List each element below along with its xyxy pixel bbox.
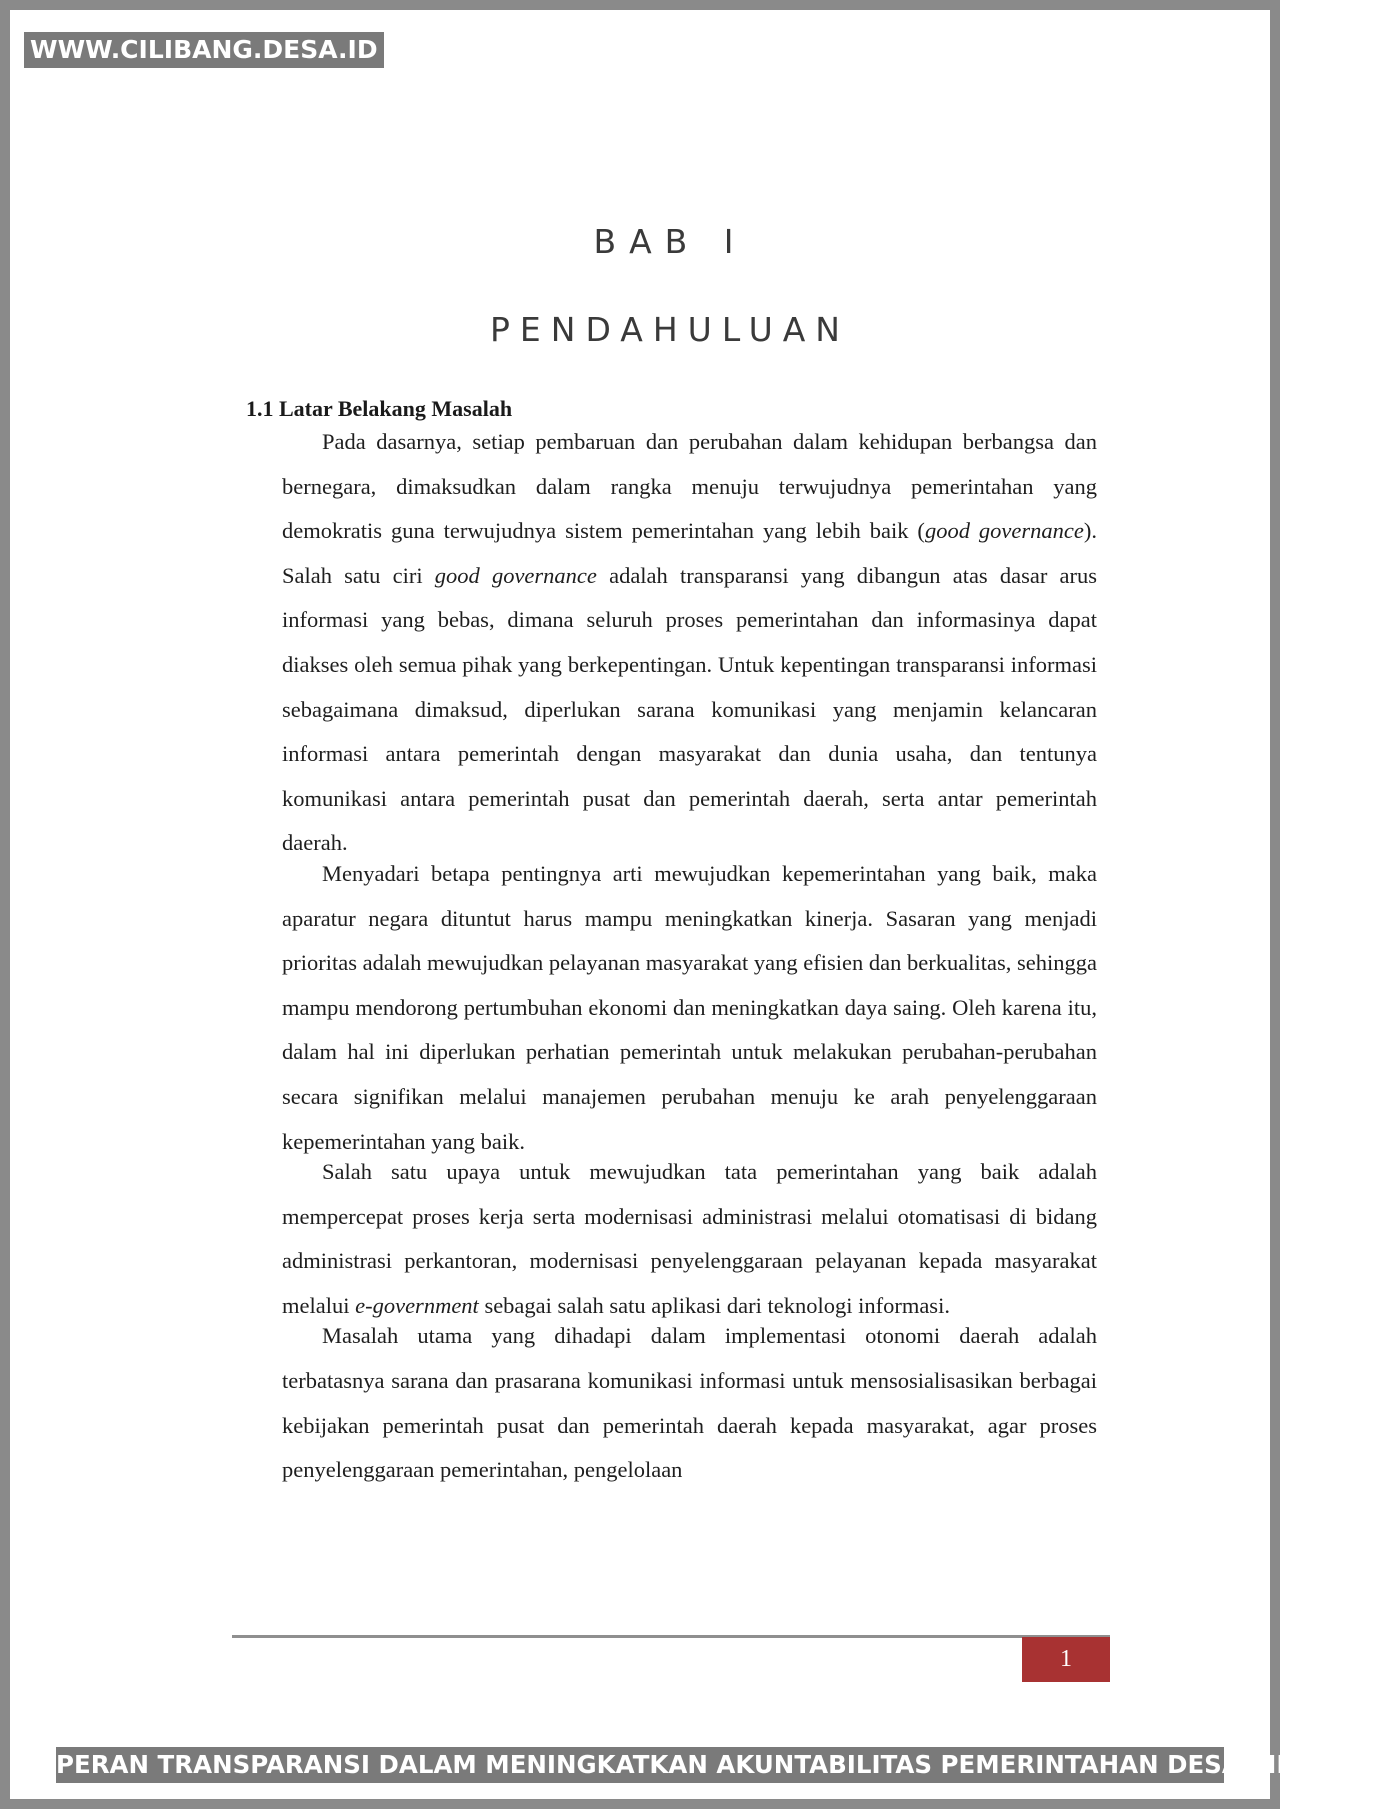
footer-divider — [232, 1635, 1110, 1638]
chapter-title: PENDAHULUAN — [490, 310, 850, 349]
page-number: 1 — [1022, 1637, 1110, 1682]
chapter-number: BAB I — [593, 222, 747, 261]
italic-term: good governance — [434, 562, 597, 588]
paragraph-text: adalah transparansi yang dibangun atas dasar arus informasi yang bebas, dimana seluruh proses pemerintahan dan informasinya dapat diakses oleh semua pihak yang berkepentingan. Untuk kepentingan transparansi informasi sebagaimana dimaksud, diperlukan sarana komunikasi yang menjamin kelancaran informasi antara pemerintah dengan masyarakat dan dunia usaha, dan tentunya komunikasi antara pemerintah pusat dan pemerintah daerah, serta antar pemerintah daerah. — [282, 562, 1098, 856]
paragraph-text: Menyadari betapa pentingnya arti mewujudkan kepemerintahan yang baik, maka aparatur negara dituntut harus mampu meningkatkan kinerja. Sasaran yang menjadi prioritas adalah mewujudkan pelayanan masyarakat yang efisien dan berkualitas, sehingga mampu mendorong pertumbuhan ekonomi dan meningkatkan daya saing. Oleh karena itu, dalam hal ini diperlukan perhatian pemerintah untuk melakukan perubahan-perubahan secara signifikan melalui manajemen perubahan menuju ke arah penyelenggaraan kepemerintahan yang baik. — [282, 860, 1097, 1154]
paragraph — [282, 852, 1097, 1164]
paragraph — [282, 1314, 1097, 1492]
body-text — [282, 420, 1097, 1493]
italic-term: good governance — [924, 518, 1084, 544]
italic-term: e-government — [355, 1292, 479, 1318]
paragraph — [282, 420, 1097, 866]
paragraph-text: ). Salah satu ciri — [282, 518, 1097, 588]
paragraph-text: Salah satu upaya untuk mewujudkan tata pemerintahan yang baik adalah mempercepat proses kerja serta modernisasi administrasi melalui otomatisasi di bidang administrasi perkantoran, modernisasi penyelenggaraan pelayanan kepada masyarakat melalui — [282, 1159, 1097, 1318]
paragraph — [282, 1150, 1097, 1328]
section-heading: 1.1 Latar Belakang Masalah — [246, 396, 513, 421]
caption-banner: PERAN TRANSPARANSI DALAM MENINGKATKAN AKUNTABILITAS PEMERINTAHAN DESA CILIBANG — [56, 1747, 1224, 1783]
paragraph-text: Masalah utama yang dihadapi dalam implementasi otonomi daerah adalah terbatasnya sarana dan prasarana komunikasi informasi untuk mensosialisasikan berbagai kebijakan pemerintah pusat dan pemerintah daerah kepada masyarakat, agar proses penyelenggaraan pemerintahan, pengelolaan — [282, 1323, 1097, 1483]
watermark-banner: WWW.CILIBANG.DESA.ID — [24, 32, 384, 68]
paragraph-text: Pada dasarnya, setiap pembaruan dan perubahan dalam kehidupan berbangsa dan bernegara, dimaksudkan dalam rangka menuju terwujudnya pemerintahan yang demokratis guna terwujudnya sistem pemerintahan yang lebih baik ( — [282, 429, 1097, 544]
paragraph-text: sebagai salah satu aplikasi dari teknologi informasi. — [478, 1292, 950, 1318]
